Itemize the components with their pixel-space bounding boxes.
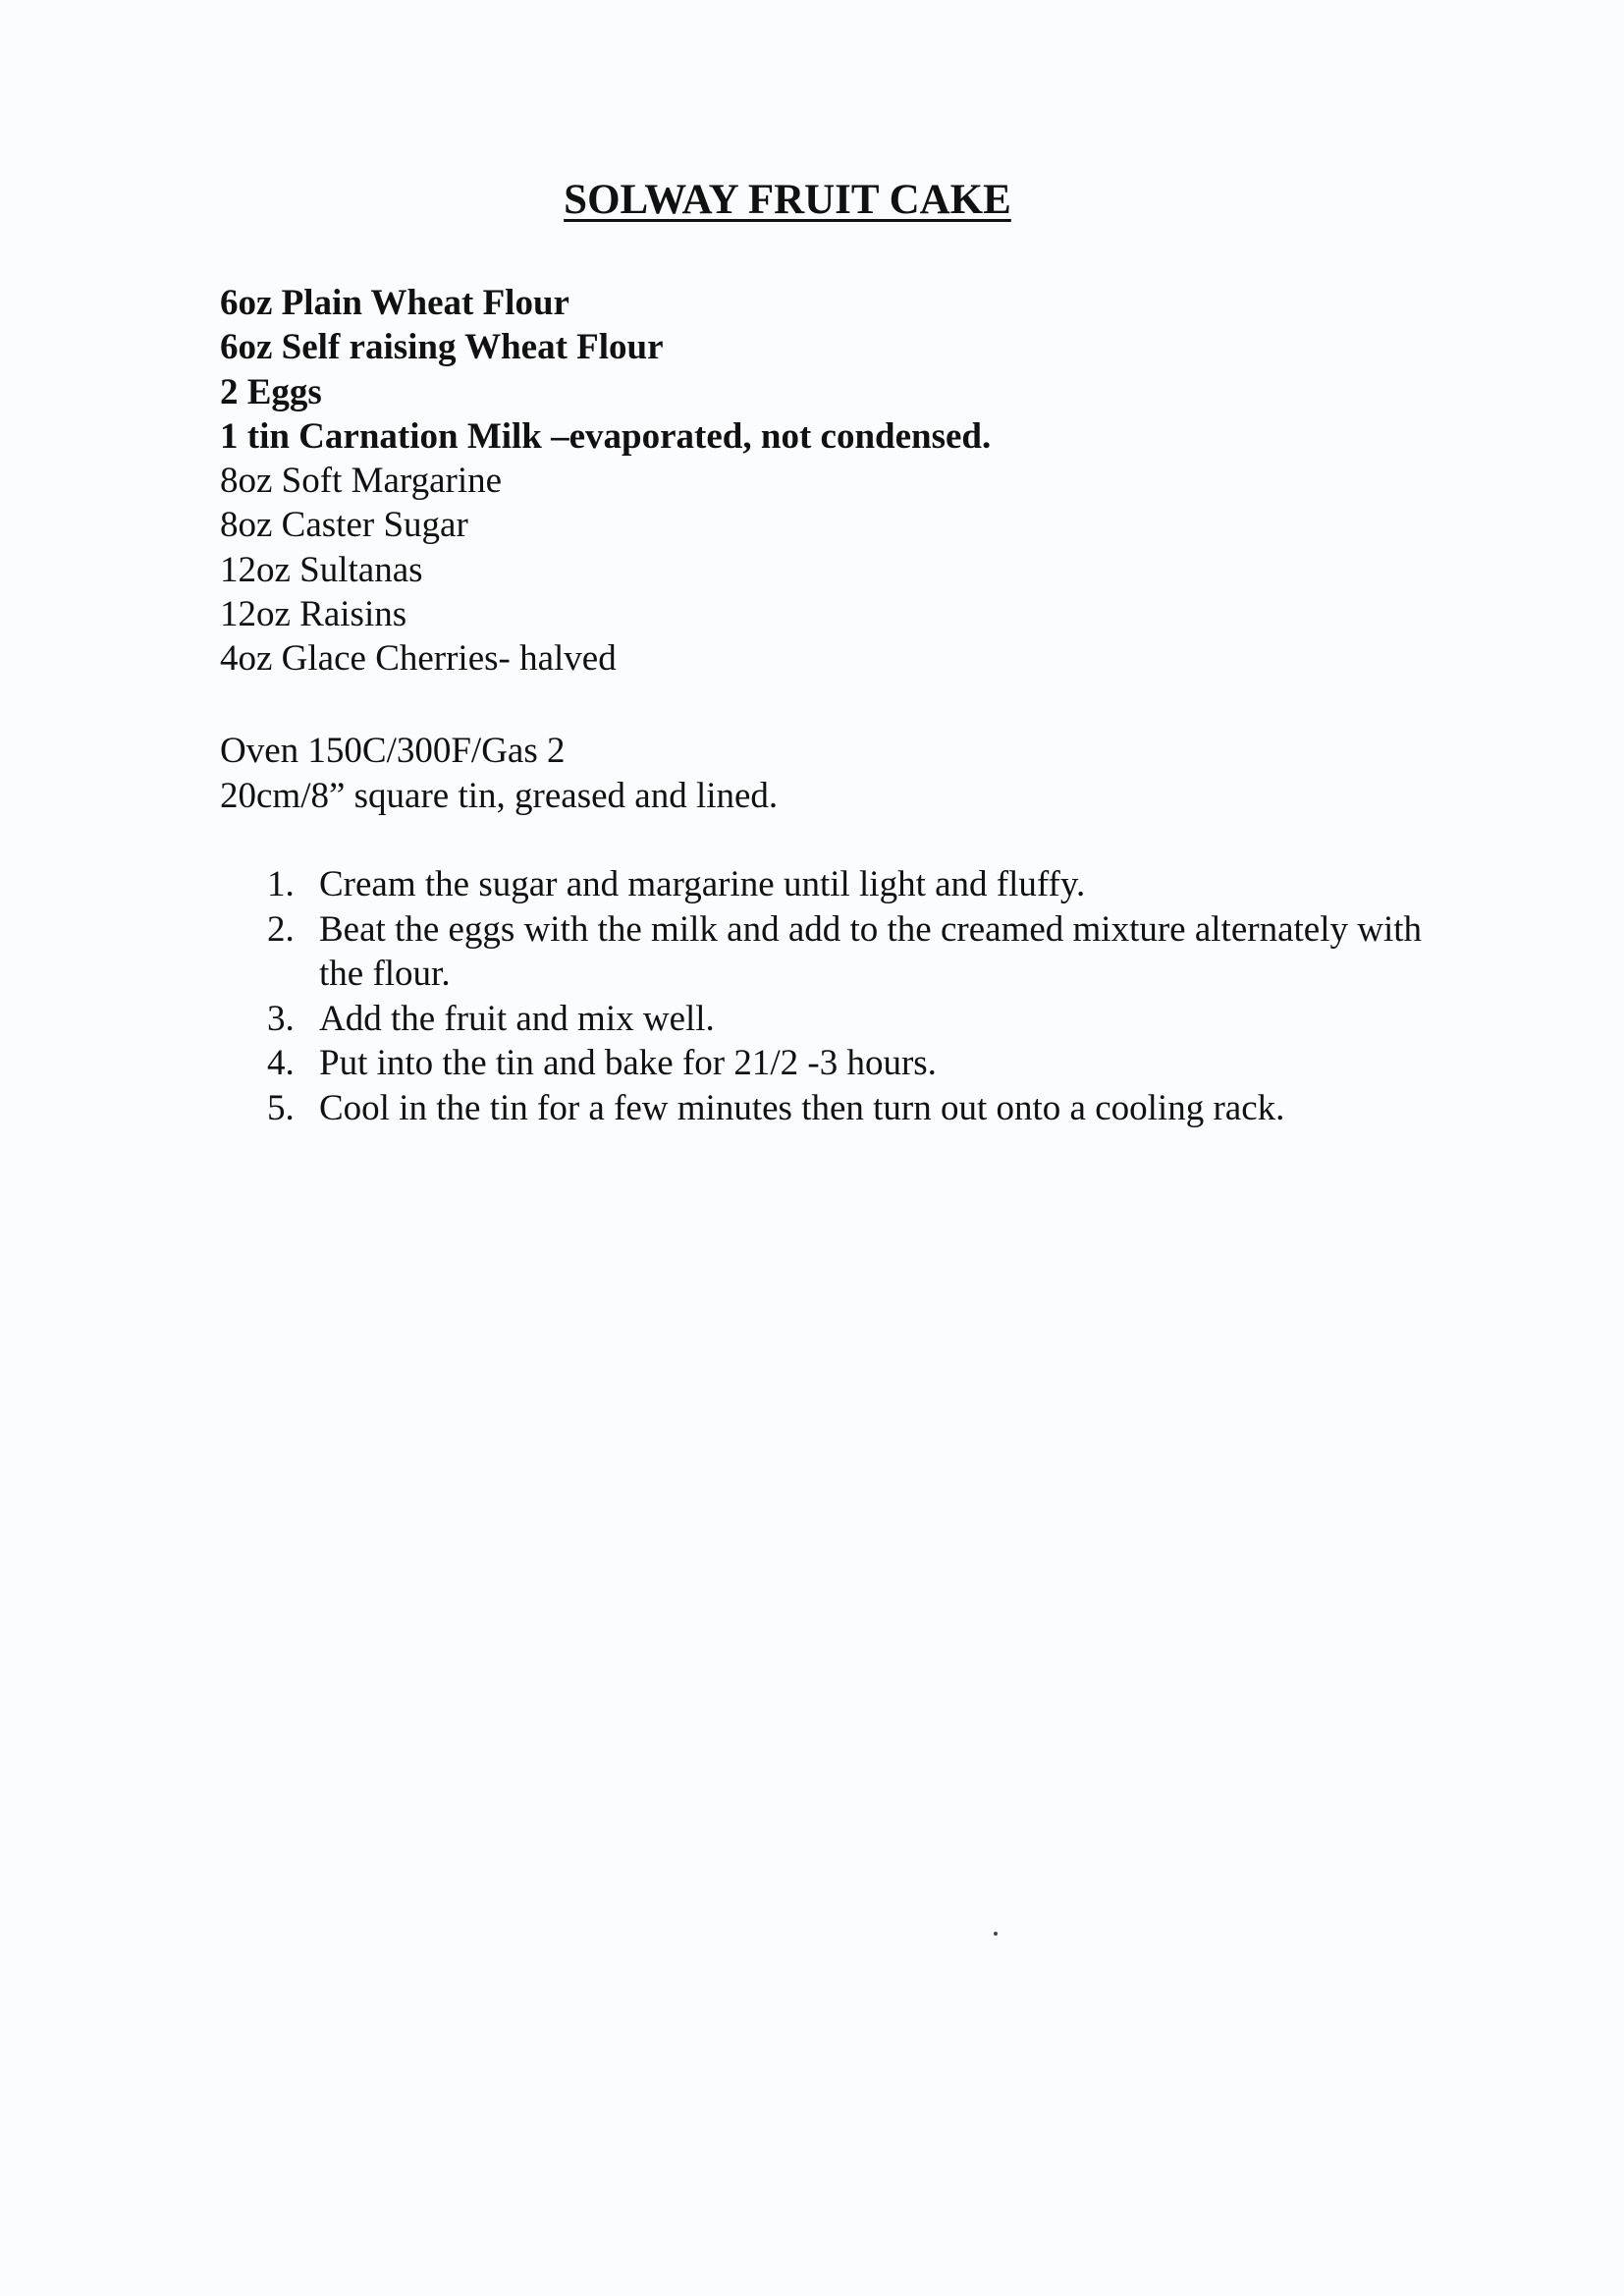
ingredient-item: 1 tin Carnation Milk –evaporated, not condensed.	[220, 415, 992, 457]
oven-temperature: Oven 150C/300F/Gas 2	[220, 731, 566, 771]
ingredient-item: 2 Eggs	[220, 371, 322, 412]
step-number: 3.	[267, 998, 295, 1039]
step-number: 4.	[267, 1043, 295, 1083]
method-step	[220, 862, 1447, 907]
ingredient-item: 6oz Self raising Wheat Flour	[220, 327, 664, 368]
method-step	[220, 907, 1447, 997]
method-step	[220, 1086, 1447, 1131]
step-text: Add the fruit and mix well.	[319, 998, 715, 1039]
method-step	[220, 997, 1447, 1042]
ingredient-item: 12oz Raisins	[220, 594, 407, 635]
step-text: Put into the tin and bake for 21/2 -3 hours.	[319, 1043, 937, 1083]
tin-size: 20cm/8” square tin, greased and lined.	[220, 776, 779, 816]
ingredient-list	[220, 281, 991, 682]
ingredient-item: 8oz Caster Sugar	[220, 505, 468, 546]
scan-speck	[994, 1932, 998, 1936]
ingredient-item: 12oz Sultanas	[220, 549, 423, 590]
method-step	[220, 1041, 1447, 1086]
step-text: Cream the sugar and margarine until light and fluffy.	[319, 864, 1086, 904]
method-steps	[220, 862, 1447, 1130]
oven-instructions	[220, 729, 778, 819]
recipe-title: SOLWAY FRUIT CAKE	[564, 177, 1011, 223]
step-text: Beat the eggs with the milk and add to the creamed mixture alternately with the flour.	[319, 908, 1423, 994]
ingredient-item: 4oz Glace Cherries- halved	[220, 638, 617, 680]
step-number: 2.	[267, 908, 295, 950]
step-number: 5.	[267, 1087, 295, 1128]
ingredient-item: 8oz Soft Margarine	[220, 461, 503, 502]
step-text: Cool in the tin for a few minutes then turn out onto a cooling rack.	[319, 1087, 1285, 1128]
ingredient-item: 6oz Plain Wheat Flour	[220, 283, 569, 323]
step-number: 1.	[267, 864, 295, 904]
